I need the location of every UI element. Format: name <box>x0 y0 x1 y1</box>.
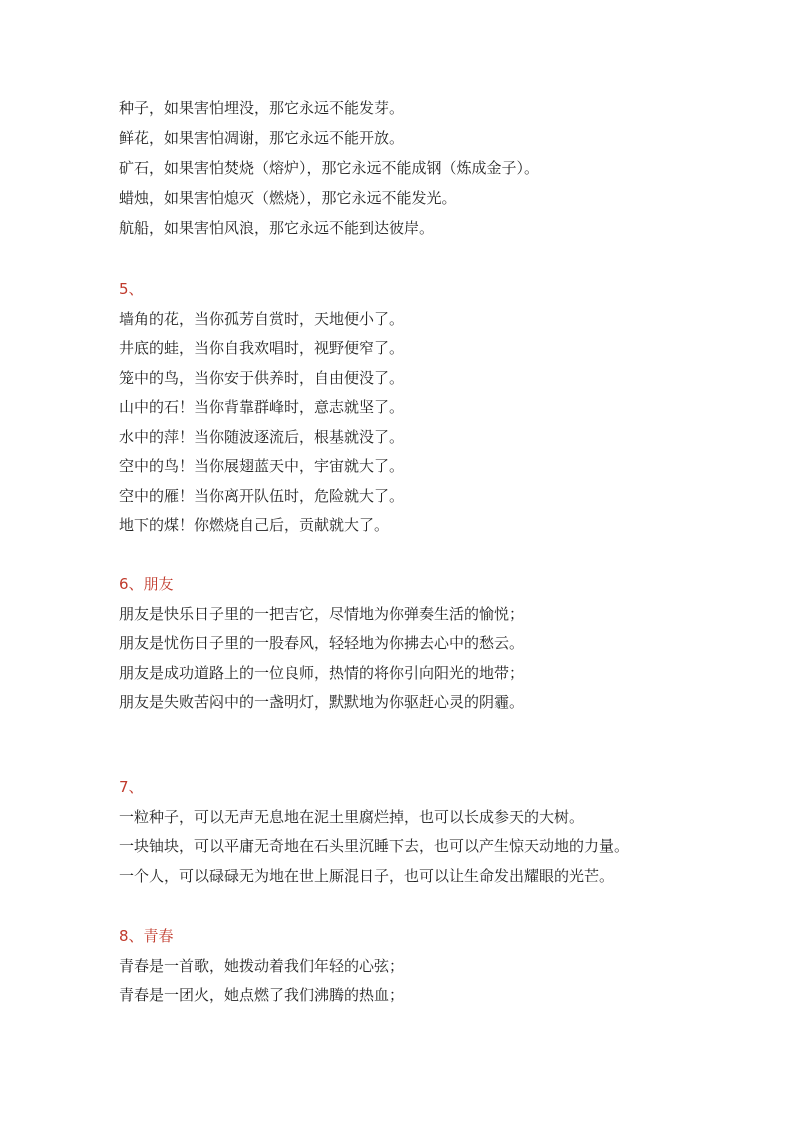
flower-line: 鲜花，如果害怕凋谢，那它永远不能开放。 <box>119 129 405 147</box>
seed-line: 种子，如果害怕埋没，那它永远不能发芽。 <box>119 99 405 117</box>
section-5-line-5: 水中的萍！当你随波逐流后，根基就没了。 <box>119 428 405 446</box>
section-6-line-3: 朋友是成功道路上的一位良师，热情的将你引向阳光的地带； <box>119 664 525 682</box>
section-5-heading: 5、 <box>119 280 144 298</box>
section-5-line-3: 笼中的鸟，当你安于供养时，自由便没了。 <box>119 369 405 387</box>
section-8-line-1: 青春是一首歌，她拨动着我们年轻的心弦； <box>119 957 405 975</box>
section-8-line-2: 青春是一团火，她点燃了我们沸腾的热血； <box>119 986 405 1004</box>
section-5-line-1: 墙角的花，当你孤芳自赏时，天地便小了。 <box>119 310 405 328</box>
ore-line: 矿石，如果害怕焚烧（熔炉），那它永远不能成钢（炼成金子）。 <box>119 159 540 177</box>
section-5-line-8: 地下的煤！你燃烧自己后，贡献就大了。 <box>119 516 390 534</box>
section-5-line-4: 山中的石！当你背靠群峰时，意志就坚了。 <box>119 398 405 416</box>
candle-line: 蜡烛，如果害怕熄灭（燃烧），那它永远不能发光。 <box>119 189 457 207</box>
section-5-line-2: 井底的蛙，当你自我欢唱时，视野便窄了。 <box>119 339 405 357</box>
section-5-line-6: 空中的鸟！当你展翅蓝天中，宇宙就大了。 <box>119 457 405 475</box>
section-5-line-7: 空中的雁！当你离开队伍时，危险就大了。 <box>119 487 405 505</box>
section-8-heading: 8、青春 <box>119 927 174 945</box>
section-6-heading: 6、朋友 <box>119 575 174 593</box>
section-6-line-1: 朋友是快乐日子里的一把吉它，尽情地为你弹奏生活的愉悦； <box>119 605 525 623</box>
section-7-heading: 7、 <box>119 778 144 796</box>
section-6-line-2: 朋友是忧伤日子里的一股春风，轻轻地为你拂去心中的愁云。 <box>119 634 525 652</box>
section-7-line-2: 一块铀块，可以平庸无奇地在石头里沉睡下去，也可以产生惊天动地的力量。 <box>119 837 630 855</box>
section-7-line-1: 一粒种子，可以无声无息地在泥土里腐烂掉，也可以长成参天的大树。 <box>119 808 585 826</box>
section-6-line-4: 朋友是失败苦闷中的一盏明灯，默默地为你驱赶心灵的阴霾。 <box>119 693 525 711</box>
section-7-line-3: 一个人，可以碌碌无为地在世上厮混日子，也可以让生命发出耀眼的光芒。 <box>119 867 615 885</box>
ship-line: 航船，如果害怕风浪，那它永远不能到达彼岸。 <box>119 219 435 237</box>
